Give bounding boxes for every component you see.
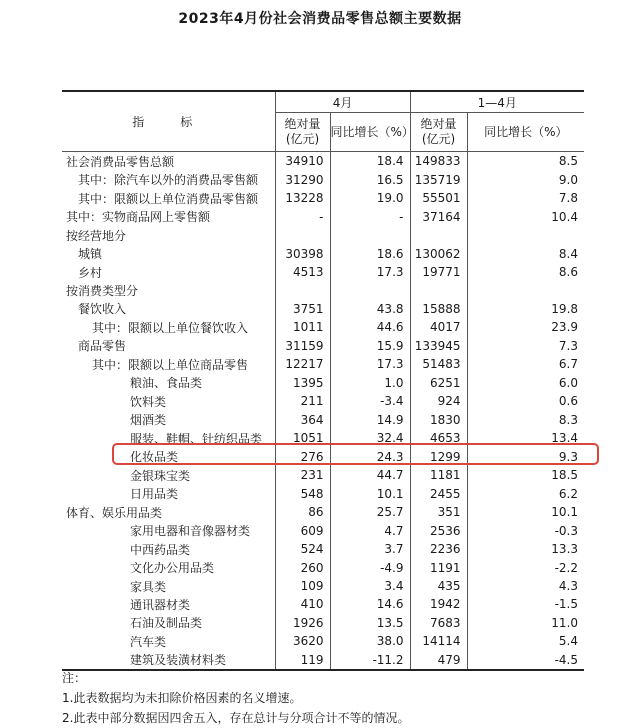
cell-month-abs: 260: [300, 560, 324, 575]
table-row: [62, 170, 584, 188]
cell-month-growth: 32.4: [330, 429, 410, 447]
row-name: 其中：实物商品网上零售额: [62, 207, 275, 225]
cell-ytd-abs: 1830: [410, 411, 467, 429]
cell-month-abs: 31159: [285, 338, 324, 353]
row-name: 烟酒类: [62, 411, 275, 429]
cell-month-growth: 44.6: [330, 318, 410, 336]
cell-ytd-growth: 5.4: [467, 632, 584, 650]
row-name: 按经营地分: [62, 226, 275, 244]
row-name: 日用品类: [62, 484, 275, 502]
cell-ytd-growth: -1.5: [467, 595, 584, 613]
row-name: 汽车类: [62, 632, 275, 650]
cell-month-growth: 25.7: [330, 503, 410, 521]
cell-month-growth: -: [330, 207, 410, 225]
cell-month-growth: 38.0: [330, 632, 410, 650]
row-name: 文化办公用品类: [62, 558, 275, 576]
cell-ytd-growth: 7.3: [467, 337, 584, 355]
table-body: [62, 152, 584, 671]
cell-month-abs: 13228: [285, 191, 324, 206]
cell-month-growth: 44.7: [330, 466, 410, 484]
cell-month-abs: 86: [308, 505, 324, 520]
cell-ytd-abs: 14114: [410, 632, 467, 650]
cell-ytd-growth: 8.3: [467, 411, 584, 429]
cell-month-growth: 3.7: [330, 540, 410, 558]
header-ytd-abs: [410, 113, 467, 152]
cell-month-abs: 109: [300, 579, 324, 594]
cell-month-abs: 12217: [285, 357, 324, 372]
cell-month-growth: 13.5: [330, 614, 410, 632]
cell-month-abs: [275, 226, 330, 244]
cell-ytd-growth: -4.5: [467, 651, 584, 670]
cell-month-growth: 3.4: [330, 577, 410, 595]
cell-ytd-growth: 8.5: [467, 152, 584, 171]
row-name: 其中：限额以上单位商品零售: [62, 355, 275, 373]
cell-month-abs: 119: [275, 651, 330, 670]
cell-ytd-abs: 479: [410, 651, 467, 670]
table-row: [62, 411, 584, 429]
cell-ytd-abs: 19771: [410, 263, 467, 281]
cell-ytd-growth: 11.0: [467, 614, 584, 632]
cell-ytd-abs: 7683: [410, 614, 467, 632]
cell-month-abs: -: [319, 209, 324, 224]
cell-month-abs: 31290: [285, 172, 324, 187]
row-name: 家具类: [62, 577, 275, 595]
header-month-abs-line2: (亿元): [285, 132, 320, 146]
row-name: 石油及制品类: [62, 614, 275, 632]
header-month-abs-line1: 绝对量: [284, 117, 321, 131]
cell-month-growth: [330, 281, 410, 299]
cell-month-growth: 1.0: [330, 374, 410, 392]
cell-ytd-abs: 1191: [410, 558, 467, 576]
cell-ytd-abs: 4017: [410, 318, 467, 336]
cell-ytd-abs: 135719: [410, 170, 467, 188]
table-row: [62, 337, 584, 355]
cell-ytd-abs: 133945: [410, 337, 467, 355]
highlight-box: [112, 443, 599, 465]
row-name: 金银珠宝类: [62, 466, 275, 484]
notes-label: 注：: [62, 671, 87, 685]
header-month-abs: [275, 113, 330, 152]
cell-month-growth: -11.2: [330, 651, 410, 670]
table-row: [62, 484, 584, 502]
cell-month-growth: 10.1: [330, 484, 410, 502]
table-row: [62, 374, 584, 392]
cell-ytd-abs: 6251: [410, 374, 467, 392]
cell-month-abs: 3620: [292, 634, 324, 649]
cell-month-growth: 18.6: [330, 244, 410, 262]
cell-month-abs: 276: [300, 449, 324, 464]
cell-ytd-abs: 1181: [410, 466, 467, 484]
cell-month-growth: 14.6: [330, 595, 410, 613]
footnotes: [62, 668, 409, 728]
table-row: [62, 503, 584, 521]
cell-ytd-growth: 6.2: [467, 484, 584, 502]
cell-ytd-abs: [410, 281, 467, 299]
cell-month-abs: 1926: [292, 615, 324, 630]
cell-month-abs: 34910: [285, 154, 324, 169]
cell-month-growth: 16.5: [330, 170, 410, 188]
header-ytd-abs-line2: (亿元): [421, 132, 456, 146]
cell-month-growth: [330, 226, 410, 244]
table-row: [62, 392, 584, 410]
cell-month-abs: 410: [300, 597, 324, 612]
cell-month-abs: 609: [300, 523, 324, 538]
cell-month-growth: -3.4: [330, 392, 410, 410]
cell-month-growth: 17.3: [330, 355, 410, 373]
cell-ytd-growth: -0.3: [467, 521, 584, 539]
cell-ytd-growth: 23.9: [467, 318, 584, 336]
cell-ytd-growth: -2.2: [467, 558, 584, 576]
row-name: 化妆品类: [62, 448, 275, 466]
table-row: [62, 632, 584, 650]
table-row: [62, 595, 584, 613]
cell-month-abs: 1011: [292, 320, 324, 335]
row-name: 其中：限额以上单位餐饮收入: [62, 318, 275, 336]
row-name: 城镇: [62, 244, 275, 262]
cell-month-abs: 524: [300, 542, 324, 557]
table-row: [62, 300, 584, 318]
table-row: [62, 318, 584, 336]
row-name: 其中：除汽车以外的消费品零售额: [62, 170, 275, 188]
cell-ytd-growth: 9.3: [467, 448, 584, 466]
table-row: [62, 189, 584, 207]
cell-month-growth: 15.9: [330, 337, 410, 355]
cell-month-abs: 4513: [292, 265, 324, 280]
cell-ytd-abs: 2236: [410, 540, 467, 558]
cell-month-abs: 548: [300, 486, 324, 501]
cell-ytd-abs: 51483: [410, 355, 467, 373]
cell-ytd-growth: 8.6: [467, 263, 584, 281]
cell-ytd-abs: 924: [410, 392, 467, 410]
table-row: [62, 263, 584, 281]
cell-ytd-growth: 4.3: [467, 577, 584, 595]
cell-ytd-growth: 10.4: [467, 207, 584, 225]
cell-ytd-abs: 15888: [410, 300, 467, 318]
header-index: 指 标: [62, 91, 275, 152]
cell-ytd-growth: 13.3: [467, 540, 584, 558]
table-row: [62, 355, 584, 373]
cell-ytd-growth: 6.0: [467, 374, 584, 392]
cell-month-abs: 364: [300, 412, 324, 427]
row-name: 中西药品类: [62, 540, 275, 558]
cell-ytd-growth: 8.4: [467, 244, 584, 262]
retail-sales-table: [62, 90, 584, 671]
table-row: [62, 226, 584, 244]
table-row: [62, 614, 584, 632]
cell-month-growth: 17.3: [330, 263, 410, 281]
cell-ytd-growth: 6.7: [467, 355, 584, 373]
header-period-ytd: 1—4月: [410, 91, 584, 113]
row-name: 通讯器材类: [62, 595, 275, 613]
cell-ytd-abs: 130062: [410, 244, 467, 262]
cell-ytd-growth: 10.1: [467, 503, 584, 521]
cell-ytd-growth: 7.8: [467, 189, 584, 207]
table-row: [62, 466, 584, 484]
cell-ytd-abs: 2536: [410, 521, 467, 539]
cell-ytd-abs: 55501: [410, 189, 467, 207]
cell-month-abs: [275, 281, 330, 299]
cell-month-abs: 3751: [292, 301, 324, 316]
row-name: 家用电器和音像器材类: [62, 521, 275, 539]
table-row: [62, 207, 584, 225]
cell-month-growth: 4.7: [330, 521, 410, 539]
cell-ytd-growth: [467, 226, 584, 244]
cell-month-growth: 18.4: [330, 152, 410, 171]
cell-ytd-abs: 149833: [410, 152, 467, 171]
cell-month-abs: 1395: [292, 375, 324, 390]
cell-ytd-abs: 2455: [410, 484, 467, 502]
row-name: 粮油、食品类: [62, 374, 275, 392]
cell-ytd-growth: 0.6: [467, 392, 584, 410]
cell-ytd-abs: 351: [410, 503, 467, 521]
table-row: [62, 244, 584, 262]
header-ytd-growth: 同比增长（%）: [467, 113, 584, 152]
cell-ytd-abs: 37164: [410, 207, 467, 225]
header-row-periods: [62, 91, 584, 113]
header-month-growth: 同比增长（%）: [330, 113, 410, 152]
row-name: 体育、娱乐用品类: [62, 503, 275, 521]
table-row: [62, 540, 584, 558]
note-item: 2.此表中部分数据因四舍五入，存在总计与分项合计不等的情况。: [62, 711, 410, 725]
table-row: [62, 558, 584, 576]
cell-ytd-abs: [410, 226, 467, 244]
cell-ytd-growth: 9.0: [467, 170, 584, 188]
row-name: 服装、鞋帽、针纺织品类: [62, 429, 275, 447]
table-row: [62, 521, 584, 539]
cell-month-growth: 14.9: [330, 411, 410, 429]
row-name: 建筑及装潢材料类: [62, 651, 275, 670]
cell-month-abs: 30398: [285, 246, 324, 261]
cell-ytd-growth: 18.5: [467, 466, 584, 484]
cell-month-growth: -4.9: [330, 558, 410, 576]
cell-ytd-abs: 1942: [410, 595, 467, 613]
cell-month-growth: 43.8: [330, 300, 410, 318]
cell-ytd-abs: 435: [410, 577, 467, 595]
cell-ytd-growth: [467, 281, 584, 299]
table-row: [62, 152, 584, 171]
header-period-month: 4月: [275, 91, 410, 113]
row-name: 乡村: [62, 263, 275, 281]
table-row: [62, 281, 584, 299]
cell-month-growth: 19.0: [330, 189, 410, 207]
row-name: 饮料类: [62, 392, 275, 410]
cell-month-growth: 24.3: [330, 448, 410, 466]
cell-month-abs: 231: [300, 468, 324, 483]
cell-ytd-growth: 13.4: [467, 429, 584, 447]
row-name: 社会消费品零售总额: [62, 152, 275, 171]
note-item: 1.此表数据均为未扣除价格因素的名义增速。: [62, 691, 302, 705]
page-title: 2023年4月份社会消费品零售总额主要数据: [178, 11, 462, 27]
row-name: 商品零售: [62, 337, 275, 355]
table-row: [62, 577, 584, 595]
data-table-container: [62, 90, 584, 671]
cell-month-abs: 1051: [292, 431, 324, 446]
cell-ytd-abs: 4653: [410, 429, 467, 447]
row-name: 餐饮收入: [62, 300, 275, 318]
cell-ytd-abs: 1299: [410, 448, 467, 466]
cell-ytd-growth: 19.8: [467, 300, 584, 318]
header-ytd-abs-line1: 绝对量: [420, 117, 457, 131]
cell-month-abs: 211: [300, 394, 324, 409]
row-name: 其中：限额以上单位消费品零售额: [62, 189, 275, 207]
row-name: 按消费类型分: [62, 281, 275, 299]
